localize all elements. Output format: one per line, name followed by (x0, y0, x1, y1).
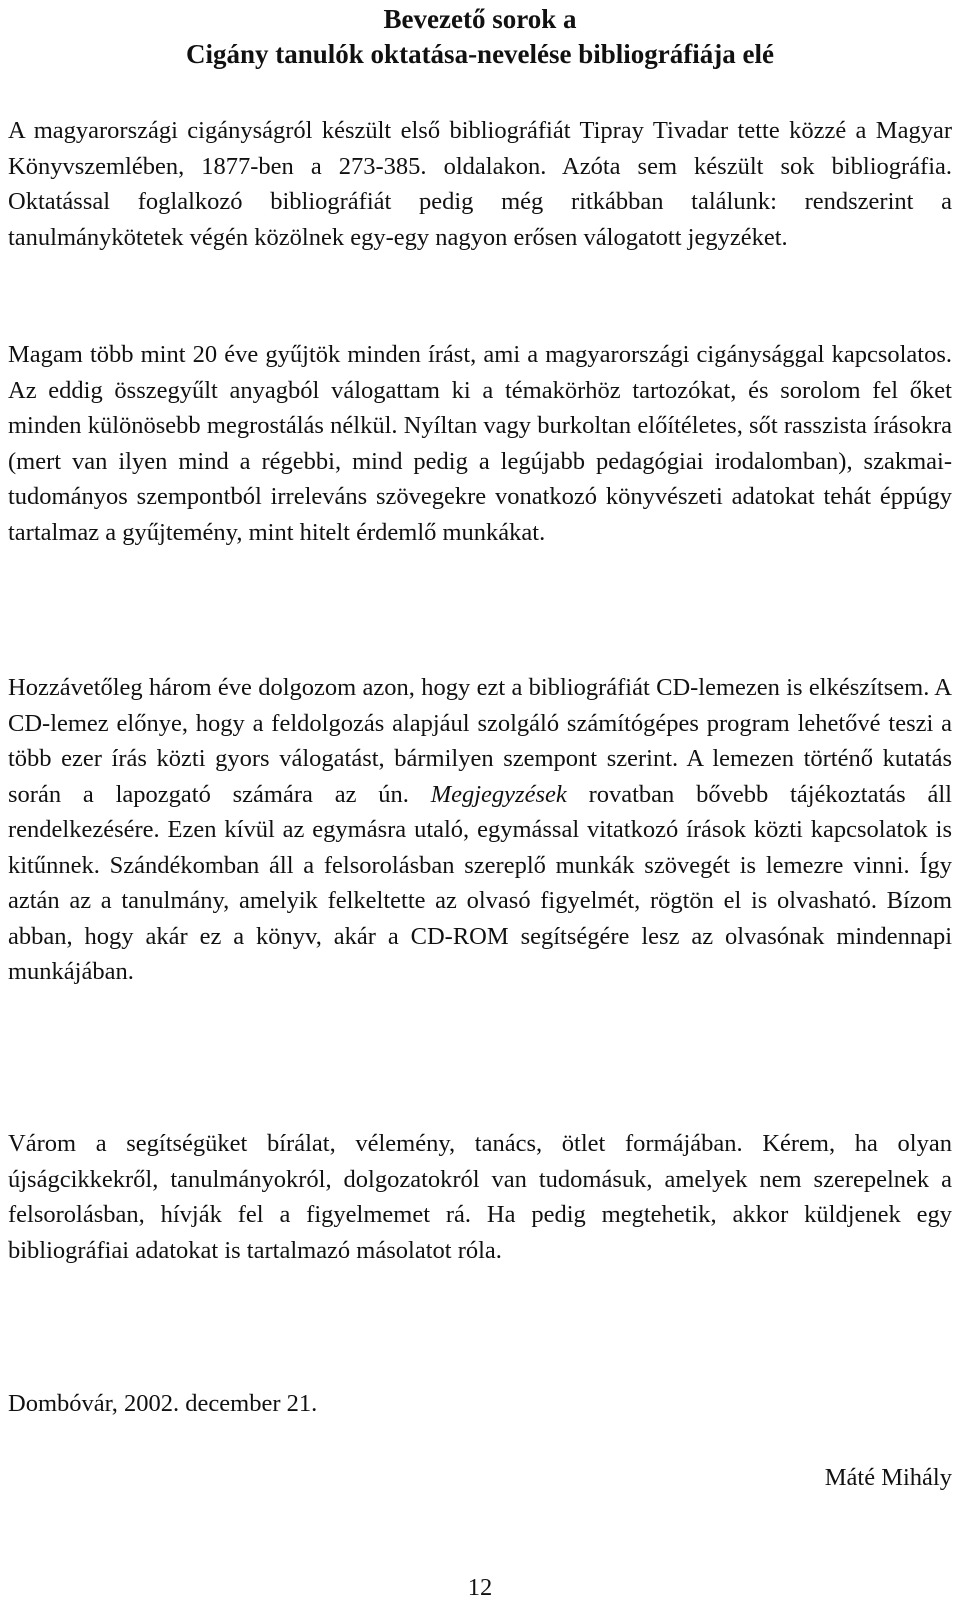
title-line-1: Bevezető sorok a (383, 4, 577, 34)
author-signature: Máté Mihály (824, 1464, 952, 1491)
emphasized-term: Megjegyzések (430, 780, 567, 808)
paragraph-4 (8, 1126, 952, 1268)
paragraph-3-text-part-2: rovatban bővebb tájékoztatás áll rendelkezésére. Ezen kívül az egymásra utaló, egymással vitatkozó írások közti kapcsolatok is kitűnnek. Szándékomban áll a felsorolásban szereplő munkák szövegét is lemezre vinni. Így aztán az a tanulmány, amelyik felkeltette az olvasó figyelmét, rögtön el is olvasható. Bízom abban, hogy akár ez a könyv, akár a CD-ROM segítségére lesz az olvasónak mindennapi munkájában. (8, 780, 952, 985)
paragraph-2 (8, 337, 952, 550)
paragraph-2-text: Magam több mint 20 éve gyűjtök minden írást, ami a magyarországi cigánysággal kapcsolatos. Az eddig összegyűlt anyagból válogattam ki a témakörhöz tartozókat, és sorolom fel őket minden különösebb megrostálás nélkül. Nyíltan vagy burkoltan előítéletes, sőt rasszista írásokra (mert van ilyen mind a régebbi, mind pedig a legújabb pedagógiai irodalomban), szakmai-tudományos szempontból irreleváns szövegekre vonatkozó könyvészeti adatokat tehát éppúgy tartalmaz a gyűjtemény, mint hitelt érdemlő munkákat. (8, 341, 952, 546)
paragraph-3-text (8, 670, 952, 990)
paragraph-3-text-part-1: Hozzávetőleg három éve dolgozom azon, hogy ezt a bibliográfiát CD-lemezen is elkészítsem. A CD-lemez előnye, hogy a feldolgozás alapjául szolgáló számítógépes program lehetővé teszi a több ezer írás közti gyors válogatást, bármilyen szempont szerint. A lemezen történő kutatás során a lapozgató számára az ún. (8, 674, 952, 808)
paragraph-3 (8, 670, 952, 990)
paragraph-1-text: A magyarországi cigányságról készült első bibliográfiát Tipray Tivadar tette közzé a Magyar Könyvszemlében, 1877-ben a 273-385. oldalakon. Azóta sem készült sok bibliográfia. Oktatással foglalkozó bibliográfiát pedig még ritkábban találunk: rendszerint a tanulmánykötetek végén közölnek egy-egy nagyon erősen válogatott jegyzéket. (8, 117, 952, 251)
document-title (0, 2, 960, 72)
title-line-2: Cigány tanulók oktatása-nevelése bibliográfiája elé (186, 39, 774, 69)
paragraph-4-text: Várom a segítségüket bírálat, vélemény, tanács, ötlet formájában. Kérem, ha olyan újságcikkekről, tanulmányokról, dolgozatokról van tudomásuk, amelyek nem szerepelnek a felsorolásban, hívják fel a figyelmemet rá. Ha pedig megtehetik, akkor küldjenek egy bibliográfiai adatokat is tartalmazó másolatot róla. (8, 1130, 952, 1264)
paragraph-1 (8, 113, 952, 255)
place-and-date: Dombóvár, 2002. december 21. (8, 1390, 318, 1417)
page-number: 12 (467, 1574, 493, 1601)
